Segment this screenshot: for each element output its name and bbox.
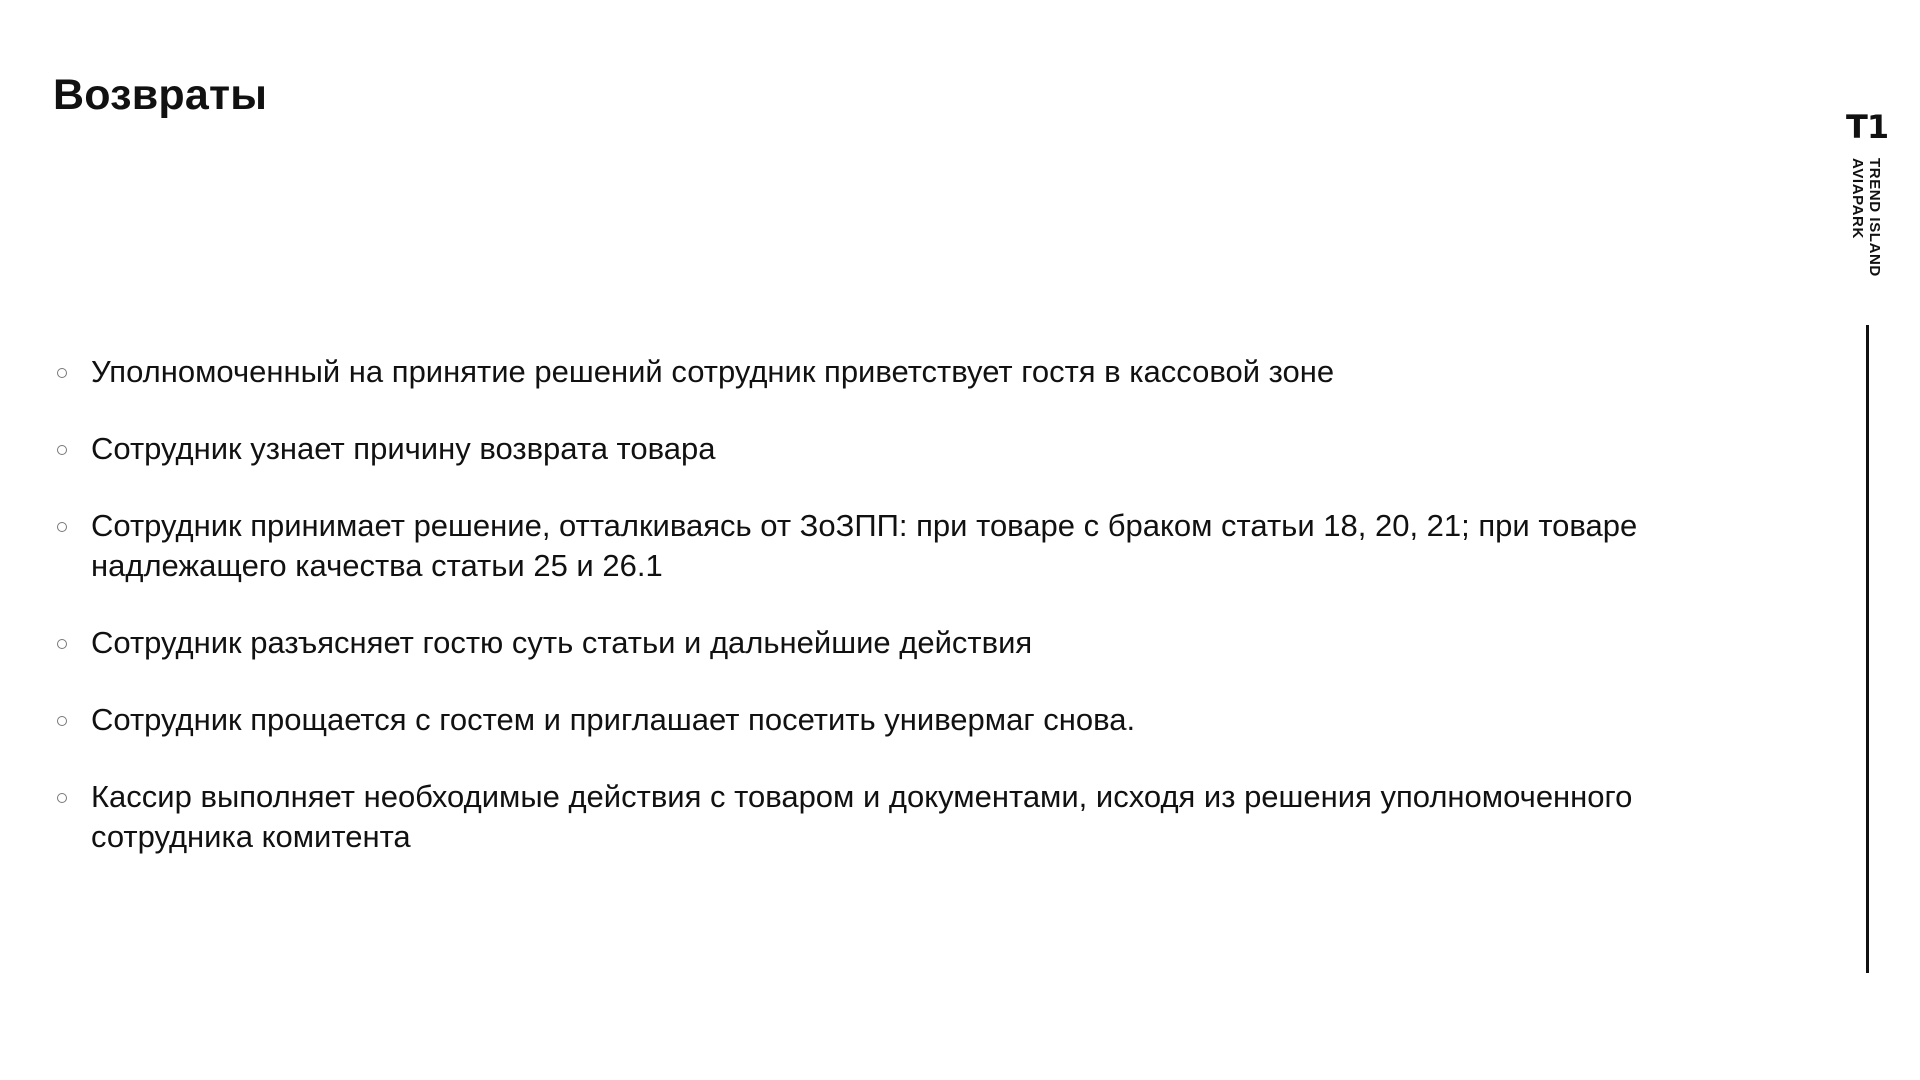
list-item — [55, 352, 1745, 392]
hollow-circle-bullet-icon — [57, 716, 67, 726]
hollow-circle-bullet-icon — [57, 522, 67, 532]
vertical-divider — [1866, 325, 1869, 973]
slide-title: Возвраты — [53, 71, 268, 119]
list-item-text: Сотрудник разъясняет гостю суть статьи и дальнейшие действия — [91, 625, 1033, 660]
hollow-circle-bullet-icon — [57, 639, 67, 649]
list-item-text: Сотрудник узнает причину возврата товара — [91, 431, 716, 466]
list-item — [55, 700, 1745, 740]
hollow-circle-bullet-icon — [57, 445, 67, 455]
hollow-circle-bullet-icon — [57, 793, 67, 803]
list-item — [55, 777, 1745, 857]
hollow-circle-bullet-icon — [57, 368, 67, 378]
list-item — [55, 429, 1745, 469]
list-item-text: Сотрудник прощается с гостем и приглашает посетить универмаг снова. — [91, 702, 1136, 737]
list-item — [55, 506, 1745, 586]
list-item — [55, 623, 1745, 663]
brand-logo: T1 — [1846, 108, 1889, 146]
brand-name: TREND ISLAND AVIAPARK — [1849, 158, 1883, 277]
list-item-text: Сотрудник принимает решение, отталкиваясь от ЗоЗПП: при товаре с браком статьи 18, 20, 21; при товаре надлежащего качества статьи 25 и 26.1 — [91, 508, 1638, 583]
bullet-list — [55, 352, 1745, 894]
list-item-text: Уполномоченный на принятие решений сотрудник приветствует гостя в кассовой зоне — [91, 354, 1335, 389]
list-item-text: Кассир выполняет необходимые действия с товаром и документами, исходя из решения уполномоченного сотрудника комитента — [91, 779, 1633, 854]
